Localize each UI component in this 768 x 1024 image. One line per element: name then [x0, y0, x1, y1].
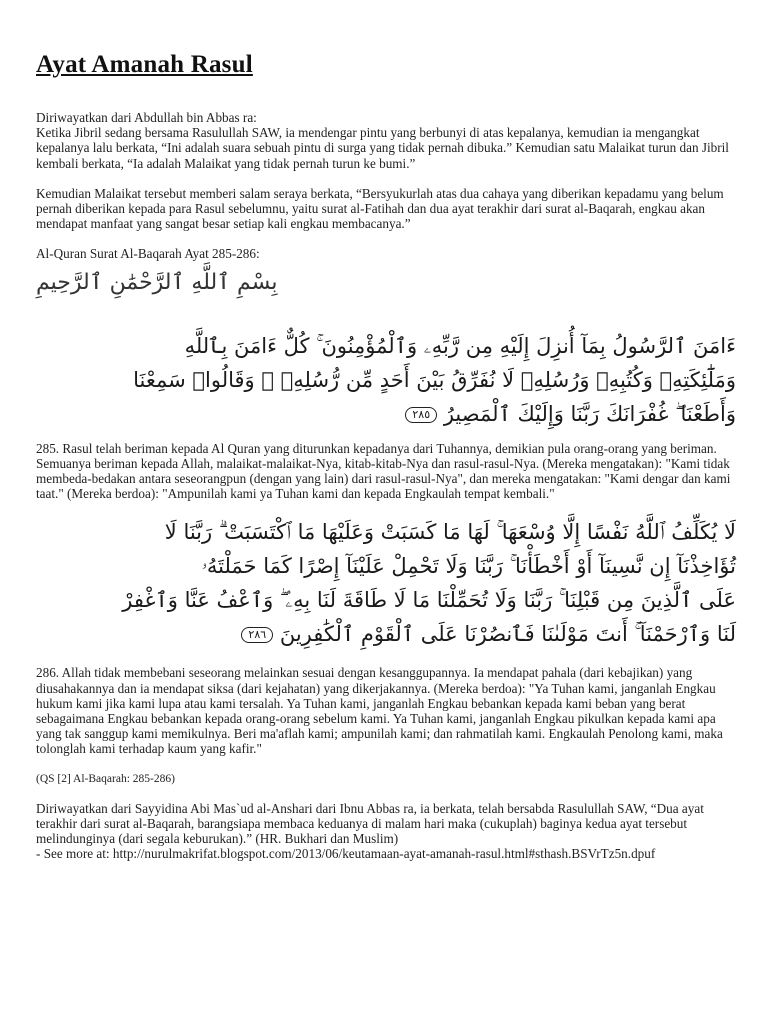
ayah-285-line-text: وَأَطَعْنَا ۖ غُفْرَانَكَ رَبَّنَا وَإِلَيْكَ ٱلْمَصِيرُ — [443, 401, 736, 426]
intro-body: Ketika Jibril sedang bersama Rasulullah SAW, ia mendengar pintu yang berbunyi di atas kepalanya, kemudian ia mengangkat kepalanya lalu berkata, “Ini adalah suara sebuah pintu di surga yang tidak pernah dibuka.” Kemudian satu Malaikat turun dan Jibril kembali berkata, “Ia adalah Malaikat yang tidak pernah turun ke bumi.” — [36, 125, 729, 171]
second-paragraph: Kemudian Malaikat tersebut memberi salam seraya berkata, “Bersyukurlah atas dua cahaya yang diberikan kepadamu yang belum pernah diberikan kepada para Rasul sebelumnu, yaitu surat al-Fatihah dan dua ayat terakhir dari surat al-Baqarah, engkau akan mendapat manfaat yang sangat besar setiap kali engkau membacanya.” — [36, 185, 724, 232]
ayah-286-line — [96, 617, 736, 651]
bismillah-text: بِسْمِ ٱللَّهِ ٱلرَّحْمَٰنِ ٱلرَّحِيمِ — [36, 269, 278, 295]
ayah-285-line: وَمَلَٰٓئِكَتِهِۦ وَكُتُبِهِۦ وَرُسُلِهِۦ لَا نُفَرِّقُ بَيْنَ أَحَدٍ مِّن رُّسُلِهِۦ ۚ وَقَالُوا۟ سَمِعْنَا — [133, 367, 736, 392]
ayah-286-number-marker: ٢٨٦ — [241, 627, 273, 643]
closing-hadith: Diriwayatkan dari Sayyidina Abi Mas`ud al-Anshari dari Ibnu Abbas ra, ia berkata, telah bersabda Rasulullah SAW, “Dua ayat terakhir dari surat al-Baqarah, barangsiapa membaca keduanya di malam hari maka (cukuplah) baginya kedua ayat tersebut melindunginya (dari segala keburukan).” (HR. Bukhari dan Muslim) — [36, 800, 704, 847]
ayah-285-arabic — [36, 317, 736, 441]
surah-heading: Al-Quran Surat Al-Baqarah Ayat 285-286: — [36, 246, 260, 262]
translation-286: 286. Allah tidak membebani seseorang melainkan sesuai dengan kesanggupannya. Ia mendapat pahala (dari kebajikan) yang diusahakannya dan ia mendapat siksa (dari kejahatan) yang dikerjakannya. (Mereka berdoa): "Ya Tuhan kami, janganlah Engkau hukum kami jika kami lupa atau kami tersalah. Ya Tuhan kami, janganlah Engkau bebankan kepada kami beban yang berat sebagaimana Engkau bebankan kepada orang-orang sebelum kami. Ya Tuhan kami, janganlah Engkau pikulkan kepada kami apa yang tak sanggup kami memikulnya. Beri ma'aflah kami; ampunilah kami; dan rahmatilah kami. Engkaulah Penolong kami, maka tolonglah kami terhadap kaum yang kafir." — [36, 665, 723, 757]
translation-285: 285. Rasul telah beriman kepada Al Quran yang diturunkan kepadanya dari Tuhannya, demikian pula orang-orang yang beriman. Semuanya beriman kepada Allah, malaikat-malaikat-Nya, kitab-kitab-Nya dan rasul-rasul-Nya. (Mereka mengatakan): "Kami tidak membeda-bedakan antara seseorangpun (dengan yang lain) dari rasul-rasul-Nya", dan mereka mengatakan: "Kami dengar dan kami taat." (Mereka berdoa): "Ampunilah kami ya Tuhan kami dan kepada Engkaulah tempat kembali." — [36, 440, 731, 502]
quran-citation: (QS [2] Al-Baqarah: 285-286) — [36, 772, 175, 785]
ayah-286-line: تُؤَاخِذْنَآ إِن نَّسِينَآ أَوْ أَخْطَأْنَا ۚ رَبَّنَا وَلَا تَحْمِلْ عَلَيْنَآ إِصْرًا كَمَا حَمَلْتَهُۥ — [201, 554, 736, 579]
ayah-286-line-text: لَنَا وَٱرْحَمْنَآ ۚ أَنتَ مَوْلَىٰنَا فَٱنصُرْنَا عَلَى ٱلْقَوْمِ ٱلْكَٰفِرِينَ — [279, 622, 736, 647]
page-title: Ayat Amanah Rasul — [36, 51, 253, 78]
see-more-link[interactable]: - See more at: http://nurulmakrifat.blogspot.com/2013/06/keutamaan-ayat-amanah-rasul.html#sthash.BSVrTz5n.dpuf — [36, 846, 656, 862]
document-page — [36, 50, 736, 861]
ayah-286-line: عَلَى ٱلَّذِينَ مِن قَبْلِنَا ۚ رَبَّنَا وَلَا تُحَمِّلْنَا مَا لَا طَاقَةَ لَنَا بِهِۦ ۖ وَٱعْفُ عَنَّا وَٱغْفِرْ — [122, 588, 736, 613]
ayah-286-arabic — [36, 501, 736, 665]
intro-narration: Diriwayatkan dari Abdullah bin Abbas ra: — [36, 110, 257, 125]
bismillah-calligraphy — [36, 262, 736, 317]
ayah-285-number-marker: ٢٨٥ — [405, 407, 437, 423]
ayah-285-line: ءَامَنَ ٱلرَّسُولُ بِمَآ أُنزِلَ إِلَيْهِ مِن رَّبِّهِۦ وَٱلْمُؤْمِنُونَ ۚ كُلٌّ ءَامَنَ بِٱللَّهِ — [184, 333, 736, 358]
intro-section — [36, 110, 736, 171]
ayah-286-line: لَا يُكَلِّفُ ٱللَّهُ نَفْسًا إِلَّا وُسْعَهَا ۚ لَهَا مَا كَسَبَتْ وَعَلَيْهَا مَا ٱكْتَسَبَتْ ۗ رَبَّنَا لَا — [164, 520, 736, 545]
ayah-285-line — [106, 397, 736, 431]
